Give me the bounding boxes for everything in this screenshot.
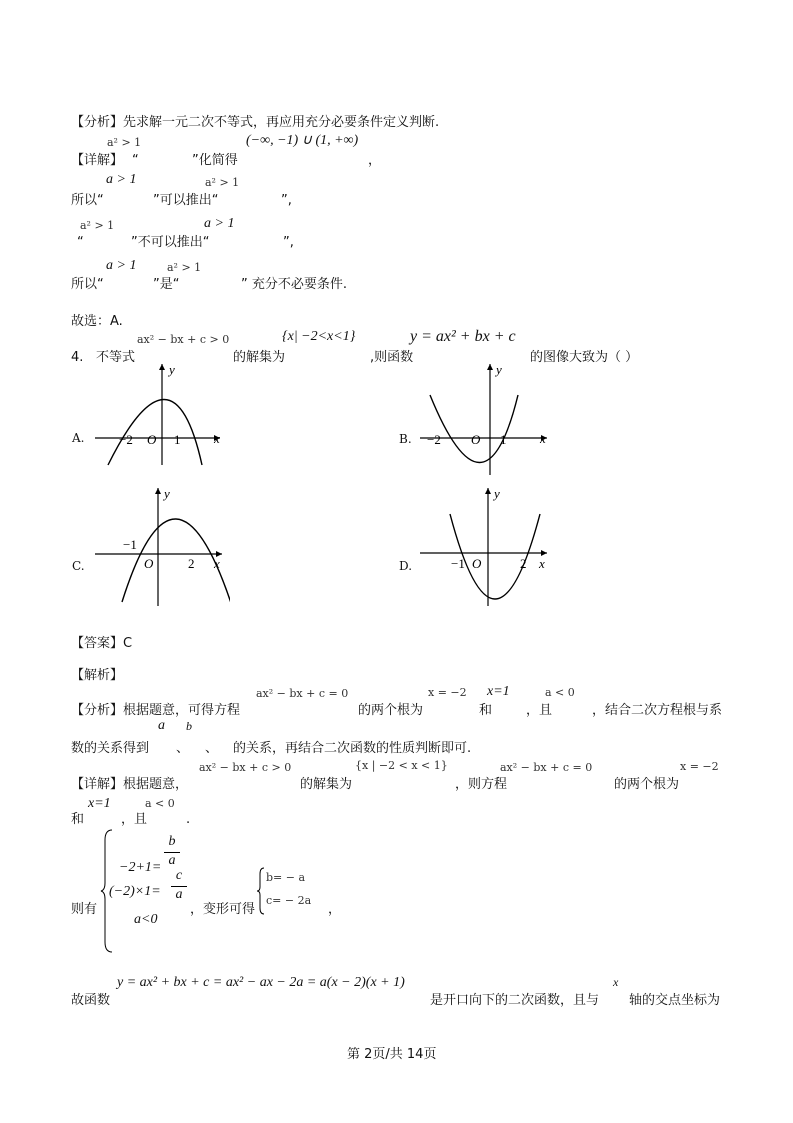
analysis-label: 【分析】 — [71, 115, 124, 130]
line4-prefix: 所以“ — [71, 277, 104, 292]
d2-t3: ，则方程 — [455, 777, 508, 792]
brace-path — [257, 868, 264, 914]
a2-label: 【分析】 — [71, 703, 124, 718]
sysb2: c= − 2a — [266, 894, 312, 907]
detail-label: 【详解】 — [71, 153, 124, 168]
a2-t5: ，结合二次方程根与系 — [592, 703, 723, 718]
small-brace — [256, 866, 266, 916]
d2-t9: ， — [328, 902, 342, 917]
d2-math-ineq: ax² − bx + c > 0 — [199, 761, 292, 774]
quote-open: “ — [132, 153, 139, 168]
analysis-line — [71, 115, 439, 131]
y-label: y — [169, 362, 175, 377]
line2-mid: ”可以推出“ — [153, 193, 219, 208]
comma: ， — [368, 153, 382, 168]
sys1-left: −2+1= — [119, 860, 162, 875]
line4-end: ” 充分不必要条件. — [241, 277, 347, 292]
y-label: y — [164, 486, 170, 501]
y-label: y — [496, 362, 502, 377]
origin: O — [472, 556, 482, 571]
x-label: x — [540, 431, 546, 446]
line3-mid: ”不可以推出“ — [131, 235, 210, 250]
d2-t7: . — [186, 812, 191, 827]
a2-math-r2: x=1 — [487, 684, 510, 699]
origin: O — [144, 556, 154, 571]
d2-math-r1: x = −2 — [680, 760, 719, 773]
x-label: x — [539, 556, 545, 571]
sysb1: b= − a — [266, 871, 306, 884]
d2-t2: 的解集为 — [300, 777, 353, 792]
tick-right: 1 — [174, 432, 181, 447]
math-a2-gt-1: a² > 1 — [107, 136, 142, 149]
y-arrow — [159, 364, 165, 370]
d2-t12: 轴的交点坐标为 — [629, 993, 721, 1008]
q4-text2: 的解集为 — [233, 350, 286, 365]
graph-b[interactable] — [415, 360, 555, 480]
tick-right: 1 — [500, 432, 507, 447]
answer-line — [71, 636, 132, 652]
d2-t4: 的两个根为 — [614, 777, 680, 792]
math-a2-gt-1-d: a² > 1 — [167, 261, 202, 274]
tick-left: −2 — [427, 432, 441, 447]
sys2-den: a — [175, 887, 183, 902]
answer-value: C — [123, 636, 133, 651]
sys3: a<0 — [134, 912, 158, 927]
line3-end: ”, — [283, 235, 294, 250]
line3-prefix: “ — [77, 235, 84, 250]
sys2-num: c — [175, 868, 183, 883]
x-label: x — [214, 431, 220, 446]
q4-math-set: {x| −2<x<1} — [282, 329, 356, 344]
tick-left: −1 — [451, 556, 465, 571]
tick-right: 2 — [188, 556, 195, 571]
a2-t6: 数的关系得到 — [71, 741, 150, 756]
graph-a[interactable] — [90, 360, 230, 470]
parabola — [430, 395, 518, 463]
math-a2-gt-1-c: a² > 1 — [80, 219, 115, 232]
option-a-label[interactable]: A. — [72, 431, 85, 445]
quote-simplify: ”化简得 — [192, 153, 238, 168]
d2-t8: ，变形可得 — [190, 902, 256, 917]
line4-mid: ”是“ — [153, 277, 180, 292]
a2-math-alt0: a < 0 — [545, 686, 575, 699]
a2-math-r1: x = −2 — [428, 686, 467, 699]
a2-t1: 根据题意，可得方程 — [123, 703, 241, 718]
d2-math-func: y = ax² + bx + c = ax² − ax − 2a = a(x − 2)(x + 1) — [117, 975, 405, 990]
q4-text4: 的图像大致为（ ） — [530, 350, 639, 365]
origin: O — [147, 432, 157, 447]
y-arrow — [485, 488, 491, 494]
sys1-den: a — [168, 853, 176, 868]
analysis-text: 先求解一元二次不等式，再应用充分必要条件定义判断. — [123, 115, 440, 130]
a2-t6b: 、 — [176, 741, 190, 756]
d2-t1: 根据题意， — [123, 777, 189, 792]
q4-math-ineq: ax² − bx + c > 0 — [137, 333, 230, 346]
origin: O — [471, 432, 481, 447]
a2-line1 — [71, 703, 240, 719]
graph-c[interactable] — [90, 484, 230, 609]
line2-prefix: 所以“ — [71, 193, 104, 208]
d2-t10: 故函数 — [71, 993, 111, 1008]
a2-t4: ，且 — [526, 703, 553, 718]
answer-choice: 故选：A. — [71, 314, 123, 329]
d2-t6: ，且 — [121, 812, 148, 827]
a2-t7: 的关系，再结合二次函数的性质判断即可. — [233, 741, 472, 756]
d2-label: 【详解】 — [71, 777, 124, 792]
a2-t2: 的两个根为 — [358, 703, 424, 718]
y-label: y — [494, 486, 500, 501]
a2-t6c: 、 — [205, 741, 219, 756]
d2-math-set: {x | −2 < x < 1} — [355, 759, 448, 772]
line2-end: ”, — [281, 193, 292, 208]
answer-label: 【答案】 — [71, 636, 124, 651]
q4-text3: ,则函数 — [370, 350, 414, 365]
math-a2-gt-1-b: a² > 1 — [205, 176, 240, 189]
d2-math-x: x — [613, 975, 619, 989]
math-interval: (−∞, −1) ∪ (1, +∞) — [246, 133, 359, 148]
sys2-left: (−2)×1= — [109, 884, 161, 899]
d2-math-alt0: a < 0 — [145, 797, 175, 810]
jiexi-label: 【解析】 — [71, 668, 124, 683]
math-a-gt-1-b: a > 1 — [204, 216, 235, 231]
d2-t11: 是开口向下的二次函数，且与 — [430, 993, 600, 1008]
math-a-gt-1: a > 1 — [106, 172, 137, 187]
y-arrow — [155, 488, 161, 494]
a2-math-b: b — [186, 719, 192, 733]
d2-math-eq: ax² − bx + c = 0 — [500, 761, 593, 774]
d2-math-r2: x=1 — [88, 796, 111, 811]
tick-left: −2 — [119, 432, 133, 447]
graph-d[interactable] — [415, 484, 555, 609]
y-arrow — [487, 364, 493, 370]
sys1-num: b — [168, 834, 176, 849]
a2-math-eq: ax² − bx + c = 0 — [256, 687, 349, 700]
option-b-label[interactable]: B. — [399, 432, 412, 446]
page-footer: 第 2页/共 14页 — [347, 1047, 437, 1062]
tick-left: −1 — [123, 537, 137, 552]
tick-right: 2 — [520, 556, 527, 571]
q4-text1: 不等式 — [96, 350, 136, 365]
a2-t3: 和 — [479, 703, 493, 718]
d2-t5: 和 — [71, 812, 85, 827]
math-a-gt-1-c: a > 1 — [106, 258, 137, 273]
q4-math-func: y = ax² + bx + c — [410, 328, 516, 345]
sys-prefix: 则有 — [71, 902, 98, 917]
option-c-label[interactable]: C. — [72, 559, 85, 573]
a2-math-a: a — [158, 718, 165, 733]
q4-number: 4. — [71, 350, 84, 365]
x-label: x — [214, 556, 220, 571]
option-d-label[interactable]: D. — [399, 559, 413, 573]
d2-line1 — [71, 777, 188, 793]
